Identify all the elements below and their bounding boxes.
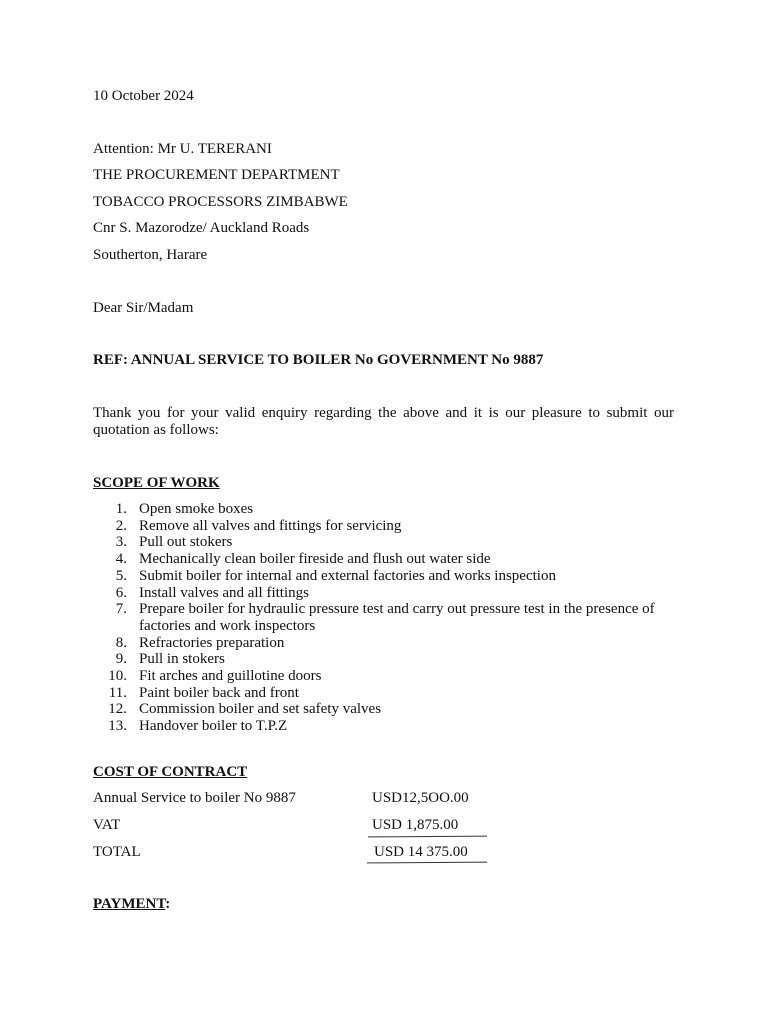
scope-item [93,718,674,735]
scope-item [93,601,674,634]
scope-item-number: 9. [115,651,127,668]
scope-item [93,518,674,535]
scope-item-text: Open smoke boxes [139,501,254,517]
street-line: Cnr S. Mazorodze/ Auckland Roads [93,220,310,236]
scope-item-number: 13. [108,718,127,735]
vat-underline [368,836,487,838]
scope-item-text: Prepare boiler for hydraulic pressure test and carry out pressure test in the presence of factories and work inspectors [139,601,655,634]
scope-item-text: Mechanically clean boiler fireside and flush out water side [139,551,491,568]
cost-row-label: Annual Service to boiler No 9887 [93,790,296,806]
company-line: TOBACCO PROCESSORS ZIMBABWE [93,194,348,210]
scope-item-number: 4. [115,551,127,568]
scope-item-number: 8. [115,634,127,651]
scope-item-text: Fit arches and guillotine doors [139,668,322,685]
scope-item-text: Paint boiler back and front [139,684,299,701]
scope-item [93,685,674,702]
scope-item-number: 10. [108,668,127,685]
attention-line: Attention: Mr U. TERERANI [93,141,272,157]
cost-heading: COST OF CONTRACT [93,764,248,780]
scope-item-number: 6. [115,584,127,601]
scope-item-text: Remove all valves and fittings for servicing [139,517,402,534]
scope-heading: SCOPE OF WORK [93,475,220,491]
total-underline [367,862,487,864]
scope-item [93,635,674,652]
scope-item [93,551,674,568]
intro-paragraph: Thank you for your valid enquiry regarding the above and it is our pleasure to submit our quotation as follows: [93,405,674,438]
scope-item-number: 3. [115,534,127,551]
scope-item [93,534,674,551]
scope-item [93,501,674,518]
total-value: USD 14 375.00 [374,844,468,860]
payment-heading [93,895,170,913]
scope-item [93,651,674,668]
scope-item-number: 11. [108,684,127,701]
scope-item-text: Commission boiler and set safety valves [139,701,382,718]
scope-item-number: 7. [115,601,127,618]
scope-item-number: 12. [108,701,127,718]
scope-item-text: Handover boiler to T.P.Z [139,718,288,735]
scope-item [93,585,674,602]
scope-item [93,568,674,585]
letter-date: 10 October 2024 [93,88,194,104]
scope-item-text: Pull out stokers [139,534,233,551]
department-line: THE PROCUREMENT DEPARTMENT [93,167,340,183]
scope-item-number: 2. [115,517,127,534]
reference-line: REF: ANNUAL SERVICE TO BOILER No GOVERNMENT No 9887 [93,352,544,368]
scope-item-text: Pull in stokers [139,651,225,668]
salutation: Dear Sir/Madam [93,300,194,316]
cost-row-value: USD12,5OO.00 [372,790,469,806]
scope-item-text: Submit boiler for internal and external factories and works inspection [139,567,556,584]
scope-item-number: 1. [115,501,127,517]
cost-row-label: VAT [93,817,121,833]
payment-heading-text: PAYMENT [93,896,166,912]
scope-item-number: 5. [115,567,127,584]
scope-item-text: Install valves and all fittings [139,584,309,601]
scope-item [93,701,674,718]
cost-row-value: USD 1,875.00 [372,817,459,833]
scope-item-text: Refractories preparation [139,634,285,651]
city-line: Southerton, Harare [93,247,208,263]
total-label: TOTAL [93,844,141,860]
scope-list [93,501,674,735]
payment-heading-colon: : [165,896,171,912]
scope-item [93,668,674,685]
